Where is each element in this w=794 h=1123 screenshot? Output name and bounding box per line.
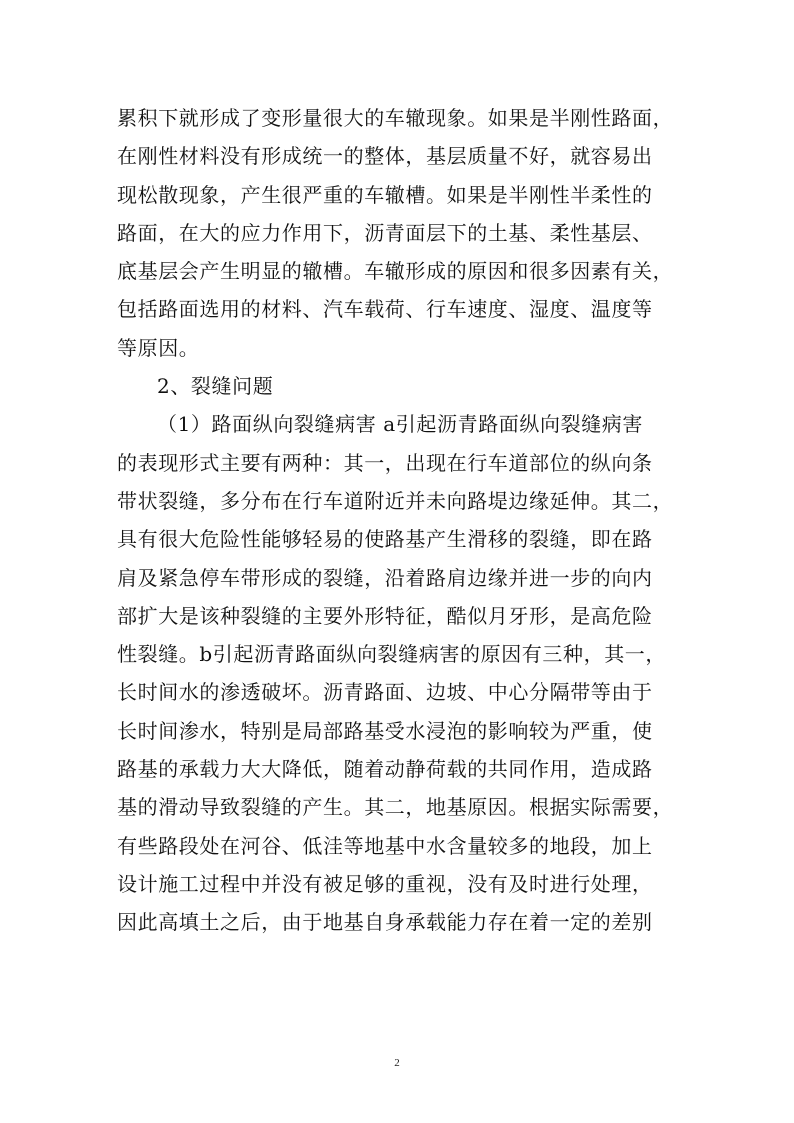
- text-line: 包括路面选用的材料、汽车载荷、行车速度、湿度、温度等: [117, 297, 653, 322]
- text-line: 带状裂缝，多分布在行车道附近并未向路堤边缘延伸。其二，: [117, 488, 674, 513]
- text-line: 部扩大是该种裂缝的主要外形特征，酷似月牙形，是高危险: [117, 603, 653, 628]
- text-line: 长时间渗水，特别是局部路基受水浸泡的影响较为严重，使: [117, 718, 653, 743]
- text-line: 设计施工过程中并没有被足够的重视，没有及时进行处理，: [117, 871, 653, 896]
- text-line: 现松散现象，产生很严重的车辙槽。如果是半刚性半柔性的: [117, 182, 653, 207]
- text-line: 路基的承载力大大降低，随着动静荷载的共同作用，造成路: [117, 757, 653, 782]
- text-line: 肩及紧急停车带形成的裂缝，沿着路肩边缘并进一步的向内: [117, 565, 653, 590]
- text-line: 底基层会产生明显的辙槽。车辙形成的原因和很多因素有关，: [117, 259, 674, 284]
- text-line: 长时间水的渗透破坏。沥青路面、边坡、中心分隔带等由于: [117, 680, 653, 705]
- section-heading: 2、裂缝问题: [157, 374, 274, 399]
- text-line: 等原因。: [117, 335, 200, 360]
- text-line: 在刚性材料没有形成统一的整体，基层质量不好，就容易出: [117, 144, 653, 169]
- body-text: [117, 99, 687, 942]
- text-line: 的表现形式主要有两种：其一，出现在行车道部位的纵向条: [117, 450, 653, 475]
- page-number: 2: [394, 1057, 400, 1069]
- text-line: 路面，在大的应力作用下，沥青面层下的土基、柔性基层、: [117, 220, 653, 245]
- text-line: 具有很大危险性能够轻易的使路基产生滑移的裂缝，即在路: [117, 527, 653, 552]
- text-line: 因此高填土之后，由于地基自身承载能力存在着一定的差别: [117, 910, 653, 935]
- text-line: 累积下就形成了变形量很大的车辙现象。如果是半刚性路面，: [117, 106, 674, 130]
- text-line: 有些路段处在河谷、低洼等地基中水含量较多的地段，加上: [117, 833, 653, 858]
- text-line: （1）路面纵向裂缝病害 a引起沥青路面纵向裂缝病害: [157, 412, 644, 437]
- text-line: 基的滑动导致裂缝的产生。其二，地基原因。根据实际需要，: [117, 795, 674, 820]
- text-line: 性裂缝。b引起沥青路面纵向裂缝病害的原因有三种，其一，: [117, 642, 667, 667]
